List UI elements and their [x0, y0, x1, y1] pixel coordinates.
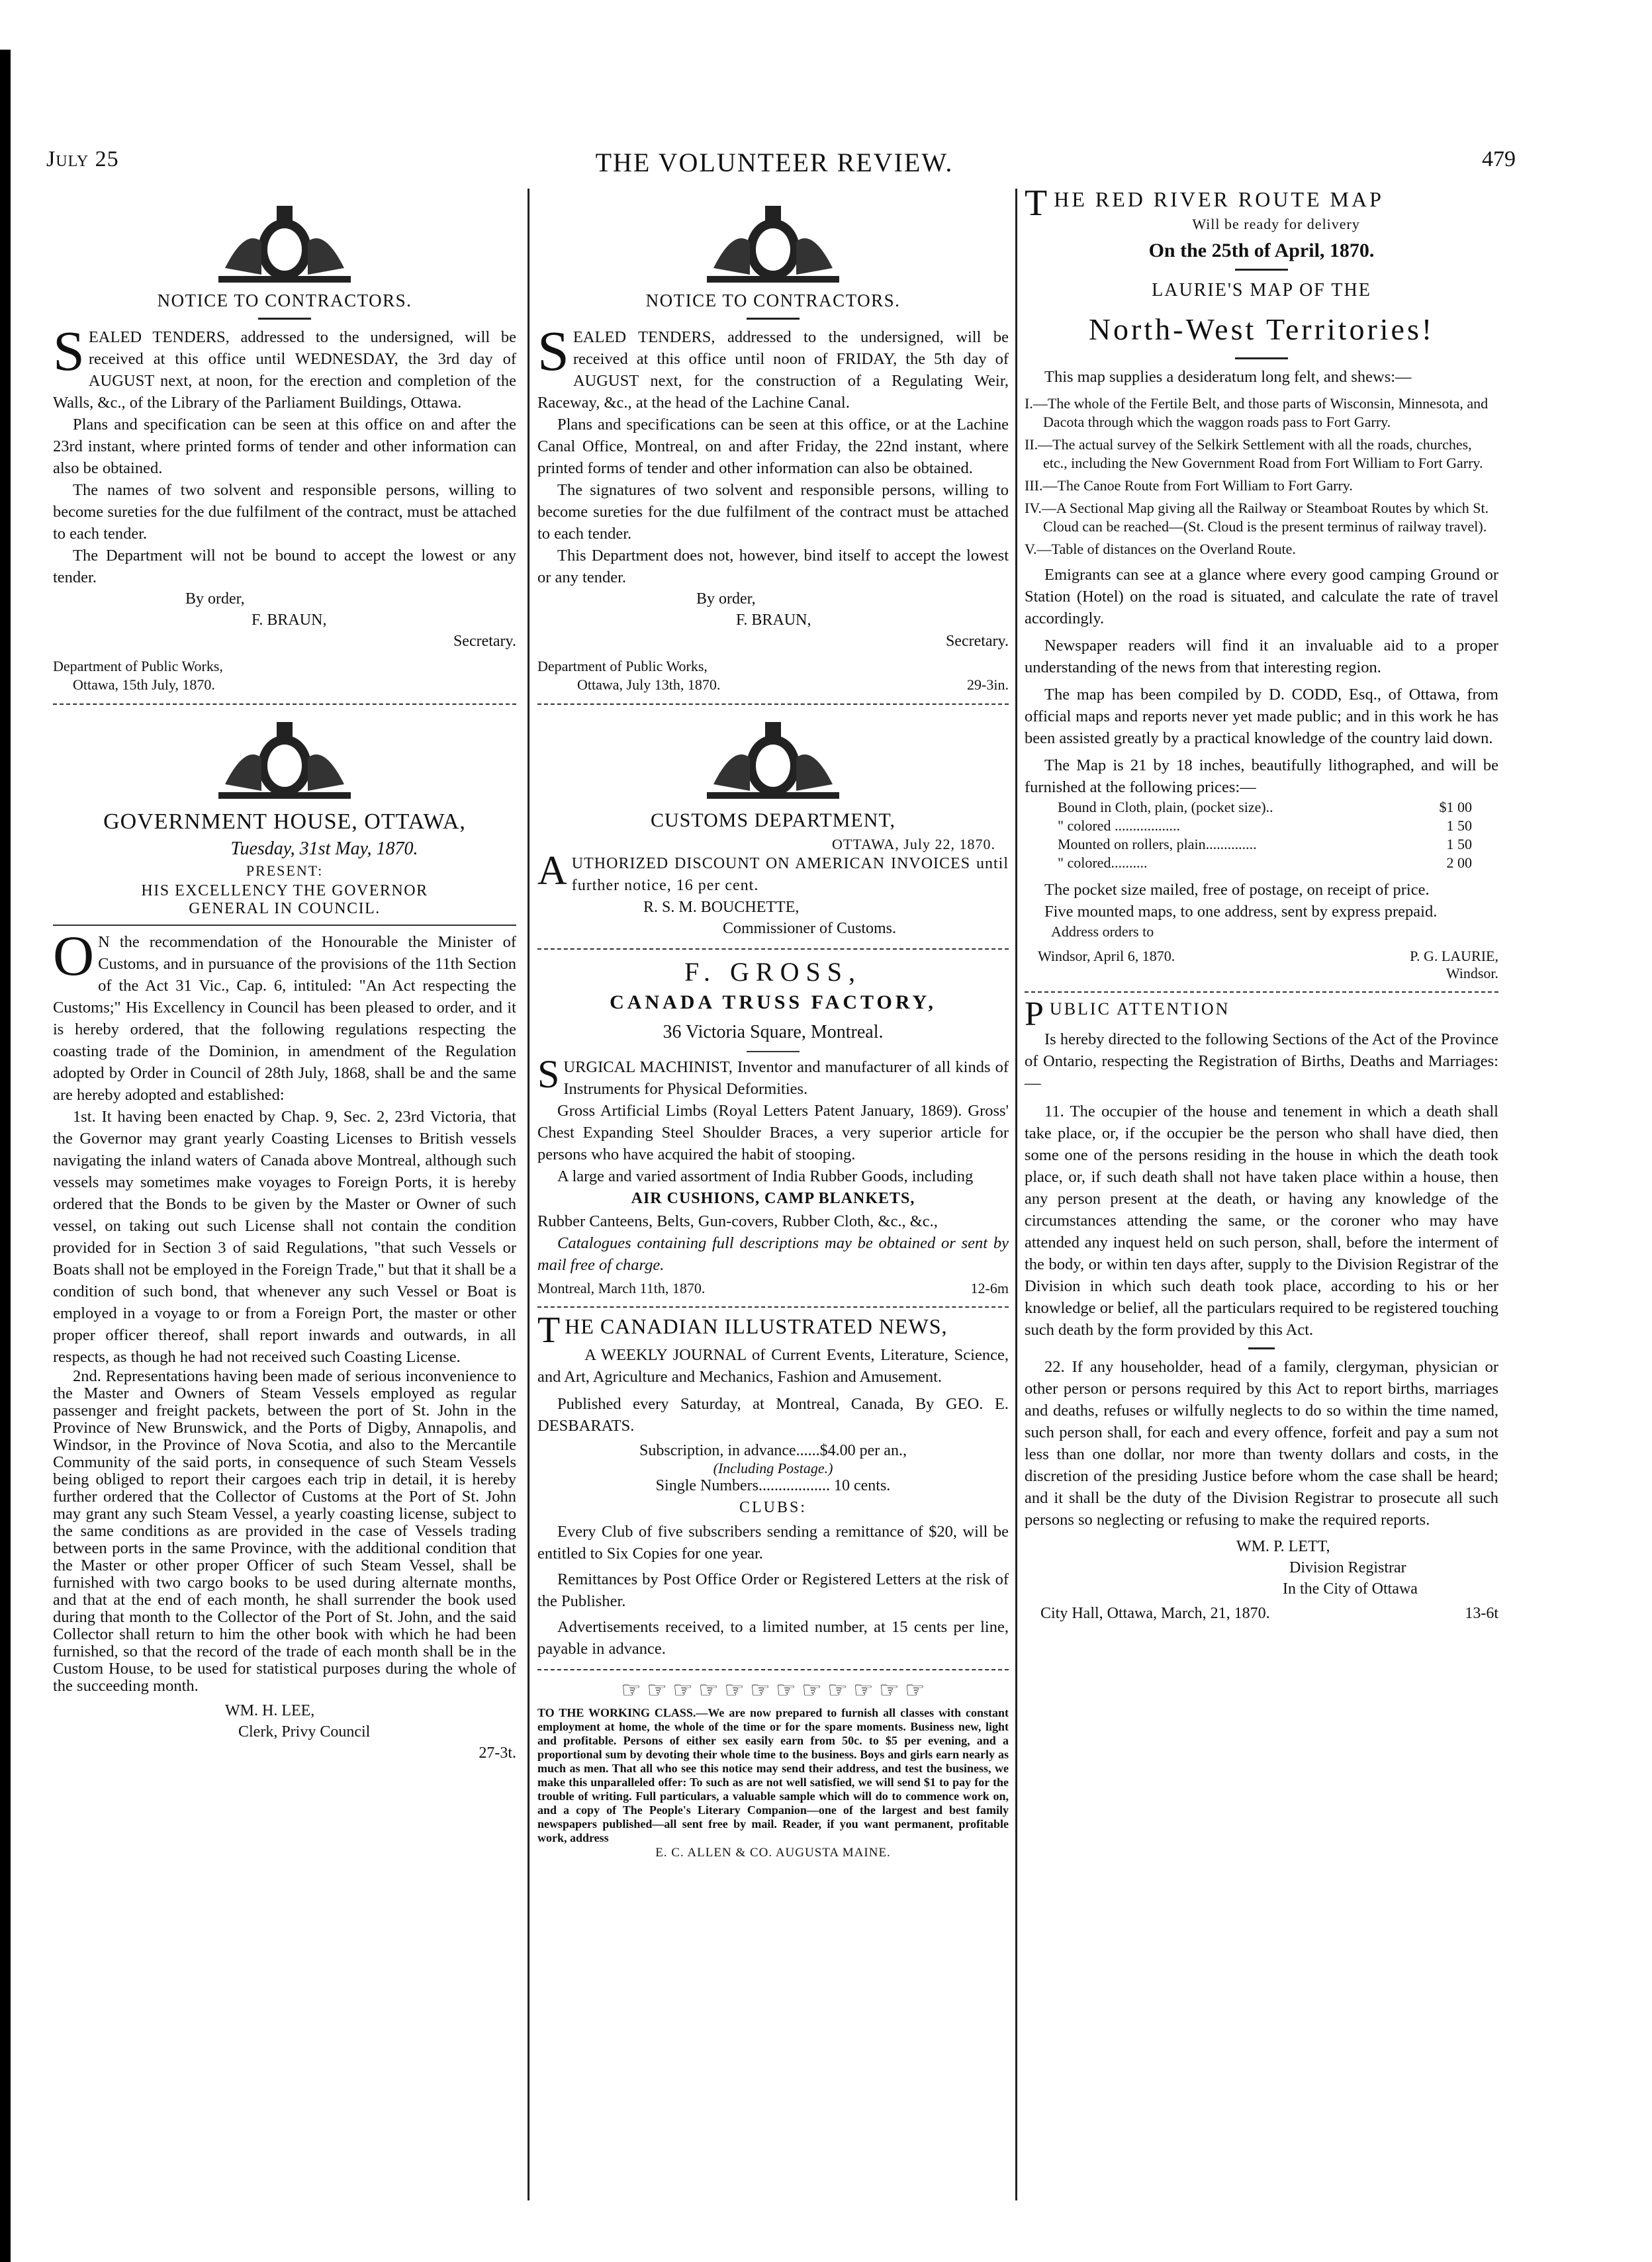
customs-paragraph: UTHORIZED DISCOUNT ON AMERICAN INVOICES until further notice, 16 per cent. — [571, 855, 1009, 894]
notice-paragraph: EALED TENDERS, addressed to the undersigned, will be received at this office until noon of FRIDAY, the 5th day of AUGUST next, for the construction of a Regulating Weir, Raceway, &c., at the head of the Lachine Canal. — [537, 328, 1009, 412]
signatory-role: Secretary. — [945, 633, 1009, 650]
column-3 — [1025, 183, 1498, 1623]
drop-cap: S — [537, 1052, 560, 1096]
map-paragraph: Emigrants can see at a glance where every good camping Ground or Station (Hotel) on the road is situated, and calculate the rate of travel accordingly. — [1025, 566, 1498, 627]
notice-paragraph: The Department will not be bound to accept the lowest or any tender. — [53, 547, 516, 586]
council-paragraph: 2nd. Representations having been made of serious inconvenience to the Master and Owners of Steam Vessels employed as regular passenger and freight packets, between the port of St. John in the Province of New Brunswick, and the Ports of Digby, Annapolis, and Windsor, in the Province of Nova Scotia, and also to the Mercantile Community of the said ports, in consequence of such Steam Vessels being obliged to report their cargoes each trip in detail, it is hereby further ordered that the Collector of Customs at the Port of St. John may grant any such Steam Vessel, a yearly coasting license, subject to the same conditions as are provided in the case of Vessels trading between ports in the same Province, with the additional condition that the Master or other proper Officer of such Steam Vessel, shall be furnished with two cargo books to be used during alternate months, and that at the end of each month, he shall surrender the book used during that month to the Collector of the Port of St. John, and the said Collector shall return to him the other book with which he had been furnished, so that the record of the trade of each month shall be in the Custom House, to be used for statistical purposes during the whole of the succeeding month. — [53, 1367, 516, 1695]
divider — [747, 1051, 800, 1052]
list-item: I.—The whole of the Fertile Belt, and those parts of Wisconsin, Minnesota, and Dacota through which the waggon roads pass to Fort Garry. — [1025, 395, 1489, 430]
map-ready: Will be ready for delivery — [1192, 216, 1360, 232]
signatory-name: F. BRAUN, — [736, 611, 811, 629]
cin-subscription: Subscription, in advance......$4.00 per an., — [639, 1442, 907, 1459]
department-line: Department of Public Works, — [53, 658, 223, 674]
map-paragraph: Five mounted maps, to one address, sent by express prepaid. — [1044, 903, 1438, 921]
drop-cap: S — [537, 319, 569, 383]
public-attention-title: UBLIC ATTENTION — [1049, 999, 1230, 1018]
public-place-date: City Hall, Ottawa, March, 21, 1870. — [1040, 1605, 1270, 1622]
section-divider — [1025, 991, 1498, 993]
government-house-title: GOVERNMENT HOUSE, OTTAWA, — [103, 809, 466, 834]
present-label: PRESENT: — [246, 862, 324, 879]
royal-crest-icon — [687, 718, 859, 804]
signatory-name: R. S. M. BOUCHETTE, — [643, 899, 800, 916]
cin-paragraph: Every Club of five subscribers sending a remittance of $20, will be entitled to Six Copies for one year. — [537, 1523, 1009, 1562]
signatory-name: F. BRAUN, — [252, 611, 327, 629]
list-item: II.—The actual survey of the Selkirk Settlement with all the roads, churches, etc., including the New Government Road from Fort William to Fort Garry. — [1025, 436, 1483, 471]
cin-paragraph: Published every Saturday, at Montreal, Canada, By GEO. E. DESBARATS. — [537, 1395, 1009, 1435]
gross-products-heading: AIR CUSHIONS, CAMP BLANKETS, — [631, 1190, 915, 1207]
cin-paragraph: A WEEKLY JOURNAL of Current Events, Literature, Science, and Art, Agriculture and Mechanics, Fashion and Amusement. — [537, 1346, 1009, 1386]
header-title: THE VOLUNTEER REVIEW. — [595, 148, 954, 177]
divider — [747, 318, 800, 320]
notice-paragraph: EALED TENDERS, addressed to the undersigned, will be received at this office until WEDNESDAY, the 3rd day of AUGUST next, at noon, for the erection and completion of the Walls, &c., of the Library of the Parliament Buildings, Ottawa. — [53, 328, 516, 412]
reference-number: 13-6t — [1465, 1605, 1498, 1622]
public-paragraph: 11. The occupier of the house and tenement in which a death shall take place, or, if the occupier be the person who shall have died, then some one of the persons residing in the house in which the death took place, or, if such death shall not have taken place within a house, then any person present at the death, or having any knowledge of the circumstances attending the same, or the coroner who may have attended any inquest held on such person, shall, before the interment of the body, or within ten days after, supply to the Division Registrar of the Division in which such death took place, according to his or her knowledge or belief, all the particulars required to be registered touching such death by the form provided by this Act. — [1025, 1103, 1498, 1339]
signatory-role: In the City of Ottawa — [1283, 1580, 1418, 1598]
gross-address: 36 Victoria Square, Montreal. — [663, 1022, 884, 1042]
gross-name: F. GROSS, — [684, 957, 862, 987]
section-divider — [537, 948, 1009, 950]
column-2 — [537, 189, 1009, 1860]
section-divider — [537, 1669, 1009, 1670]
pointing-hands-icon: ☞ ☞ ☞ ☞ ☞ ☞ ☞ ☞ ☞ ☞ ☞ ☞ — [621, 1678, 925, 1703]
cin-clubs-heading: CLUBS: — [739, 1499, 807, 1516]
notice-paragraph: The signatures of two solvent and responsible persons, willing to become sureties for the due fulfilment of the contract must be attached to each tender. — [537, 481, 1009, 543]
left-margin-bar — [0, 50, 11, 2262]
cin-paragraph: Advertisements received, to a limited number, at 15 cents per line, payable in advance. — [537, 1618, 1009, 1658]
royal-crest-icon — [687, 202, 859, 288]
drop-cap: T — [537, 1310, 561, 1351]
notice-paragraph: The names of two solvent and responsible persons, willing to become sureties for the due fulfilment of the contract, must be attached to each tender. — [53, 481, 516, 543]
excellency-line: HIS EXCELLENCY THE GOVERNOR — [141, 882, 428, 899]
map-place-date: Windsor, April 6, 1870. — [1038, 948, 1175, 964]
map-title: HE RED RIVER ROUTE MAP — [1054, 187, 1384, 211]
drop-cap: O — [53, 924, 95, 987]
department-date: Ottawa, July 13th, 1870. — [577, 676, 721, 693]
map-intro: This map supplies a desideratum long felt, and shews:— — [1044, 368, 1412, 386]
reference-number: 29-3in. — [967, 676, 1009, 693]
table-row: " colored.......... 2 00 — [1058, 854, 1472, 871]
map-paragraph: The map has been compiled by D. CODD, Esq., of Ottawa, from official maps and reports never yet made public; and in this work he has been assisted greatly by a practical knowledge of the country laid down. — [1025, 686, 1498, 747]
divider — [1248, 1347, 1275, 1349]
price-table — [1025, 798, 1498, 872]
customs-title: CUSTOMS DEPARTMENT, — [650, 809, 896, 831]
truss-factory-title: CANADA TRUSS FACTORY, — [610, 991, 937, 1013]
department-line: Department of Public Works, — [537, 658, 708, 674]
signatory-name: P. G. LAURIE, — [1410, 948, 1498, 964]
signatory-role: Clerk, Privy Council — [238, 1723, 371, 1741]
header-page-number: 479 — [1482, 147, 1516, 171]
section-divider — [537, 703, 1009, 705]
royal-crest-icon — [199, 202, 371, 288]
excellency-line: GENERAL IN COUNCIL. — [189, 900, 381, 917]
header-date: July 25 — [46, 147, 119, 171]
laurie-map-title: LAURIE'S MAP OF THE — [1152, 280, 1371, 300]
public-paragraph: Is hereby directed to the following Sections of the Act of the Province of Ontario, respecting the Registration of Births, Deaths and Marriages:— — [1025, 1030, 1498, 1092]
section-divider — [537, 1306, 1009, 1308]
cin-single-numbers: Single Numbers.................. 10 cents. — [655, 1477, 891, 1494]
map-date: On the 25th of April, 1870. — [1148, 240, 1375, 261]
public-paragraph: 22. If any householder, head of a family, clergyman, physician or other person or persons required by this Act to report births, marriages and deaths, refuses or wilfully neglects to do so within the time named, such person shall, for each and every offence, forfeit and pay a sum not less than one dollar, nor more than twenty dollars and costs, in the discretion of the presiding Justice before whom the case shall be heard; and it shall be the duty of the Division Registrar to prosecute all such persons so neglecting or refusing to make the required reports. — [1025, 1358, 1498, 1529]
department-date: Ottawa, 15th July, 1870. — [73, 676, 215, 693]
council-paragraph: N the recommendation of the Honourable the Minister of Customs, and in pursuance of the provisions of the 11th Section of the Act 31 Vic., Cap. 6, intituled: "An Act respecting the Customs;" His Excellency in Council has been pleased to order, and it is hereby ordered, that the following regulations respecting the coasting trade of the Dominion, in amendment of the Regulation adopted by Order in Council of 28th July, 1868, shall be and the same are hereby adopted and established: — [53, 933, 516, 1104]
gross-paragraph: Rubber Canteens, Belts, Gun-covers, Rubber Cloth, &c., &c., — [537, 1212, 938, 1230]
notice-paragraph: Plans and specification can be seen at this office on and after the 23rd instant, where printed forms of tender and other information can also be obtained. — [53, 416, 516, 477]
divider — [53, 925, 516, 926]
cin-postage: (Including Postage.) — [713, 1460, 833, 1476]
list-item: III.—The Canoe Route from Fort William to Fort Garry. — [1025, 477, 1353, 494]
column-1 — [53, 189, 516, 1764]
reference-number: 12-6m — [970, 1280, 1009, 1296]
gross-paragraph: Catalogues containing full descriptions may be obtained or sent by mail free of charge. — [537, 1234, 1009, 1274]
map-paragraph: The pocket size mailed, free of postage, on receipt of price. — [1044, 881, 1430, 899]
working-class-address: E. C. ALLEN & CO. AUGUSTA MAINE. — [655, 1846, 891, 1860]
by-order: By order, — [185, 590, 245, 608]
gross-date: Montreal, March 11th, 1870. — [537, 1280, 706, 1296]
notice-title: NOTICE TO CONTRACTORS. — [645, 291, 901, 310]
drop-cap: A — [537, 848, 568, 893]
column-rule-1 — [528, 189, 529, 2200]
council-paragraph: 1st. It having been enacted by Chap. 9, Sec. 2, 23rd Victoria, that the Governor may grant yearly Coasting Licenses to British vessels navigating the inland waters of Canada above Montreal, although such vessels may sometimes make voyages to Foreign Ports, it is hereby ordered that the Bonds to be given by the Master or Owner of such vessel, on taking out such License shall not contain the condition provided for in Section 3 of said Regulations, "that such Vessels or Boats shall not be employed in the Foreign Trade," but that it shall be a condition of such bond, that whenever any such Vessel or Boat is employed in a voyage to or from a Foreign Port, the master or other proper officer thereof, shall report inwards and outwards, in all respects, as though he had not received such Coasting License. — [53, 1108, 516, 1366]
gross-paragraph: URGICAL MACHINIST, Inventor and manufacturer of all kinds of Instruments for Physical Deformities. — [563, 1058, 1009, 1098]
table-row: " colored .................. 1 50 — [1058, 817, 1472, 834]
drop-cap: P — [1025, 995, 1046, 1033]
gross-paragraph: Gross Artificial Limbs (Royal Letters Patent January, 1869). Gross' Chest Expanding Steel Shoulder Braces, a very superior article for persons who have acquired the habit of stooping. — [537, 1102, 1009, 1163]
signatory-role: Secretary. — [453, 633, 516, 650]
north-west-title: North-West Territories! — [1088, 312, 1435, 346]
divider — [258, 318, 311, 320]
signatory-place: Windsor. — [1446, 965, 1498, 981]
drop-cap: S — [53, 319, 85, 383]
signatory-role: Commissioner of Customs. — [723, 920, 897, 937]
table-row: Mounted on rollers, plain.............. 1 50 — [1058, 836, 1472, 852]
notice-title: NOTICE TO CONTRACTORS. — [157, 291, 412, 310]
signatory-name: WM. H. LEE, — [225, 1702, 315, 1719]
section-divider — [53, 703, 516, 705]
column-rule-2 — [1015, 189, 1017, 2200]
notice-paragraph: Plans and specifications can be seen at this office, or at the Lachine Canal Office, Montreal, on and after Friday, the 22nd instant, where printed forms of tender and other information can also be obtained. — [537, 416, 1009, 477]
cin-paragraph: Remittances by Post Office Order or Registered Letters at the risk of the Publisher. — [537, 1570, 1009, 1610]
notice-paragraph: This Department does not, however, bind itself to accept the lowest or any tender. — [537, 547, 1009, 586]
drop-cap: T — [1025, 183, 1050, 224]
map-address-label: Address orders to — [1051, 923, 1154, 940]
signatory-name: WM. P. LETT, — [1236, 1538, 1330, 1555]
by-order: By order, — [696, 590, 756, 608]
map-paragraph: Newspaper readers will find it an invaluable aid to a proper understanding of the news from that interesting region. — [1025, 637, 1498, 676]
map-paragraph: The Map is 21 by 18 inches, beautifully lithographed, and will be furnished at the following prices:— — [1025, 756, 1498, 796]
customs-date: OTTAWA, July 22, 1870. — [831, 836, 995, 852]
working-class-paragraph: TO THE WORKING CLASS.—We are now prepared to furnish all classes with constant employment at home, the whole of the time or for the spare moments. Business new, light and profitable. Persons of either sex easily earn from 50c. to $5 per evening, and a proportional sum by devoting their whole time to the business. Boys and girls earn nearly as much as men. That all who see this notice may send their address, and test the business, we make this unparalleled offer: To such as are not well satisfied, we will send $1 to pay for the trouble of writing. Full particulars, a valuable sample which will do to commence work on, and a copy of The People's Literary Companion—one of the largest and best family newspapers published—all sent free by mail. Reader, if you want permanent, profitable work, address — [537, 1706, 1009, 1844]
council-date: Tuesday, 31st May, 1870. — [230, 838, 418, 859]
page-header — [40, 147, 1516, 187]
gross-paragraph: A large and varied assortment of India Rubber Goods, including — [557, 1167, 974, 1185]
reference-number: 27-3t. — [479, 1744, 516, 1762]
signatory-role: Division Registrar — [1289, 1559, 1406, 1576]
map-features-list — [1025, 394, 1498, 559]
cin-title: HE CANADIAN ILLUSTRATED NEWS, — [565, 1314, 948, 1338]
royal-crest-icon — [199, 718, 371, 804]
list-item: IV.—A Sectional Map giving all the Railway or Steamboat Routes by which St. Cloud can be reached—(St. Cloud is the present terminus of railway travel). — [1025, 500, 1489, 535]
divider — [1235, 357, 1288, 359]
list-item: V.—Table of distances on the Overland Route. — [1025, 541, 1296, 557]
table-row: Bound in Cloth, plain, (pocket size).. $1 00 — [1058, 799, 1472, 815]
divider — [1235, 269, 1288, 271]
